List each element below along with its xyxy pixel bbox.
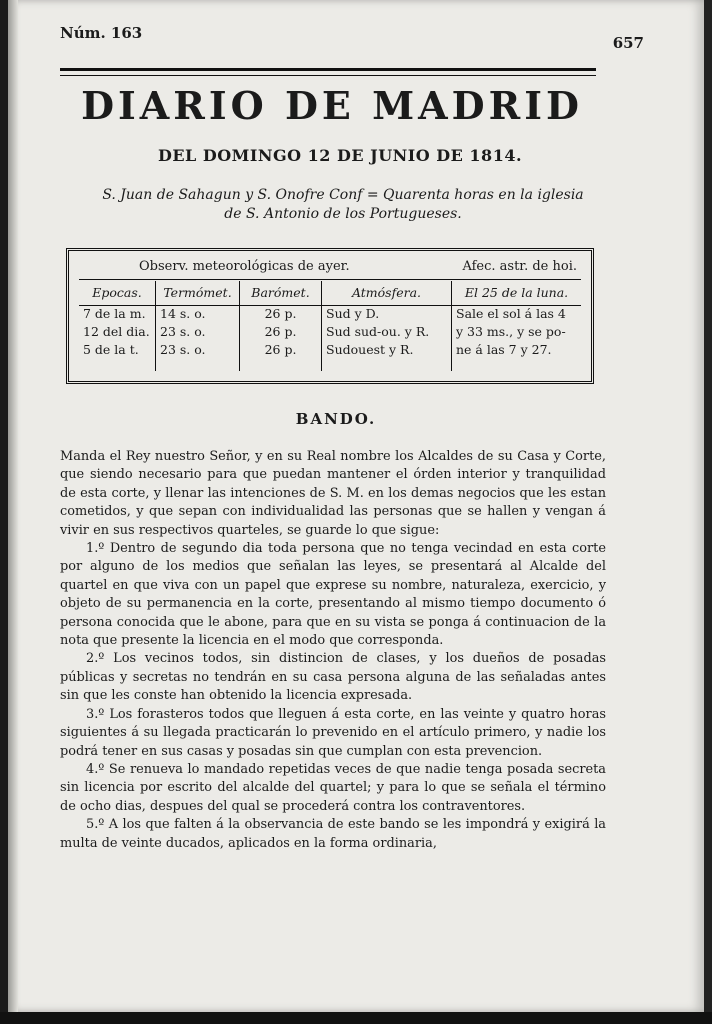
bando-body (60, 448, 606, 853)
paragraph: Manda el Rey nuestro Señor, y en su Real nombre los Alcaldes de su Casa y Corte, que siendo necesario para que puedan mantener el órden interior y tranquilidad de esta corte, y llenar las intenciones de S. M. en los demas negocios que les estan cometidos, y que sepan con individualidad las personas que se hallen y vengan á vivir en sus respectivos quarteles, se guarde lo que sigue: (60, 449, 606, 538)
table-cell: 14 s. o. (160, 306, 206, 321)
header-rule-thin (60, 75, 596, 76)
scan-bottom-edge (0, 1012, 712, 1024)
col-termometro: Termómet. 14 s. o. 23 s. o. 23 s. o. (155, 281, 239, 371)
table-cell: 26 p. (264, 342, 297, 357)
table-cell: 12 del dia. (83, 324, 150, 339)
astronomy-title: Afec. astr. de hoi. (462, 259, 577, 274)
paragraph: 4.º Se renueva lo mandado repetidas veces de que nadie tenga posada secreta sin licencia por escrito del alcalde del quartel; y para lo que se señala el término de ocho dias, despues del qual se procederá contra los contraventores. (60, 761, 606, 814)
table-cell: Sud y D. (326, 306, 380, 321)
col-barometro: Barómet. 26 p. 26 p. 26 p. (239, 281, 321, 371)
masthead-title: DIARIO DE MADRID (81, 83, 583, 128)
issue-number: Núm. 163 (60, 24, 143, 42)
paragraph: 2.º Los vecinos todos, sin distincion de clases, y los dueños de posadas públicas y secretas no tendrán en su casa persona alguna de las señaladas antes sin que les conste han obtenido la licencia expresada. (60, 651, 606, 704)
weather-columns (79, 281, 581, 371)
saints-line-1: S. Juan de Sahagun y S. Onofre Conf = Quarenta horas en la iglesia (102, 187, 584, 203)
table-cell: 26 p. (264, 306, 297, 321)
header-rule (60, 68, 596, 71)
weather-table (66, 248, 594, 384)
table-cell: Sale el sol á las 4 (456, 306, 566, 321)
table-cell: ne á las 7 y 27. (456, 342, 552, 357)
table-cell: 23 s. o. (160, 324, 206, 339)
saints-of-day (78, 186, 608, 224)
paragraph: 3.º Los forasteros todos que lleguen á esta corte, en las veinte y quatro horas siguientes á su llegada practicarán lo prevenido en el artículo primero, y nadie los podrá tener en sus casas y posadas sin que cumplan con esta prevencion. (60, 706, 606, 759)
scan-edge (704, 0, 712, 1024)
weather-table-title: Observ. meteorológicas de ayer. (139, 259, 350, 274)
newspaper-page (8, 0, 704, 1012)
section-heading: BANDO. (295, 410, 377, 428)
table-cell: y 33 ms., y se po- (456, 324, 566, 339)
col-epocas: Epocas. 7 de la m. 12 del dia. 5 de la t. (83, 285, 150, 357)
paragraph: 5.º A los que falten á la observancia de este bando se les impondrá y exigirá la multa de veinte ducados, aplicados en la forma ordinaria, (60, 817, 606, 851)
table-cell: Sud sud-ou. y R. (326, 324, 430, 339)
table-cell: 26 p. (264, 324, 297, 339)
paragraph: 1.º Dentro de segundo dia toda persona que no tenga vecindad en esta corte por alguno de los medios que señalan las leyes, se presentará al Alcalde del quartel en que viva con un papel que exprese su nombre, naturaleza, exercicio, y objeto de su permanencia en la corte, presentando al mismo tiempo documento ó persona conocida que le abone, para que en su vista se ponga á continuacion de la nota que presente la licencia en el modo que corresponda. (60, 541, 606, 649)
page-number: 657 (612, 34, 644, 52)
table-rule-top (79, 279, 581, 280)
dateline: DEL DOMINGO 12 DE JUNIO DE 1814. (157, 146, 523, 165)
table-cell: 5 de la t. (83, 342, 139, 357)
col-luna: El 25 de la luna. Sale el sol á las 4 y 33 ms., y se po- ne á las 7 y 27. (451, 281, 581, 371)
page-spine (8, 0, 18, 1012)
table-cell: 7 de la m. (83, 306, 146, 321)
table-cell: 23 s. o. (160, 342, 206, 357)
saints-line-2: de S. Antonio de los Portugueses. (224, 206, 462, 222)
table-cell: Sudouest y R. (326, 342, 414, 357)
col-atmosfera: Atmósfera. Sud y D. Sud sud-ou. y R. Sudouest y R. (321, 281, 451, 371)
